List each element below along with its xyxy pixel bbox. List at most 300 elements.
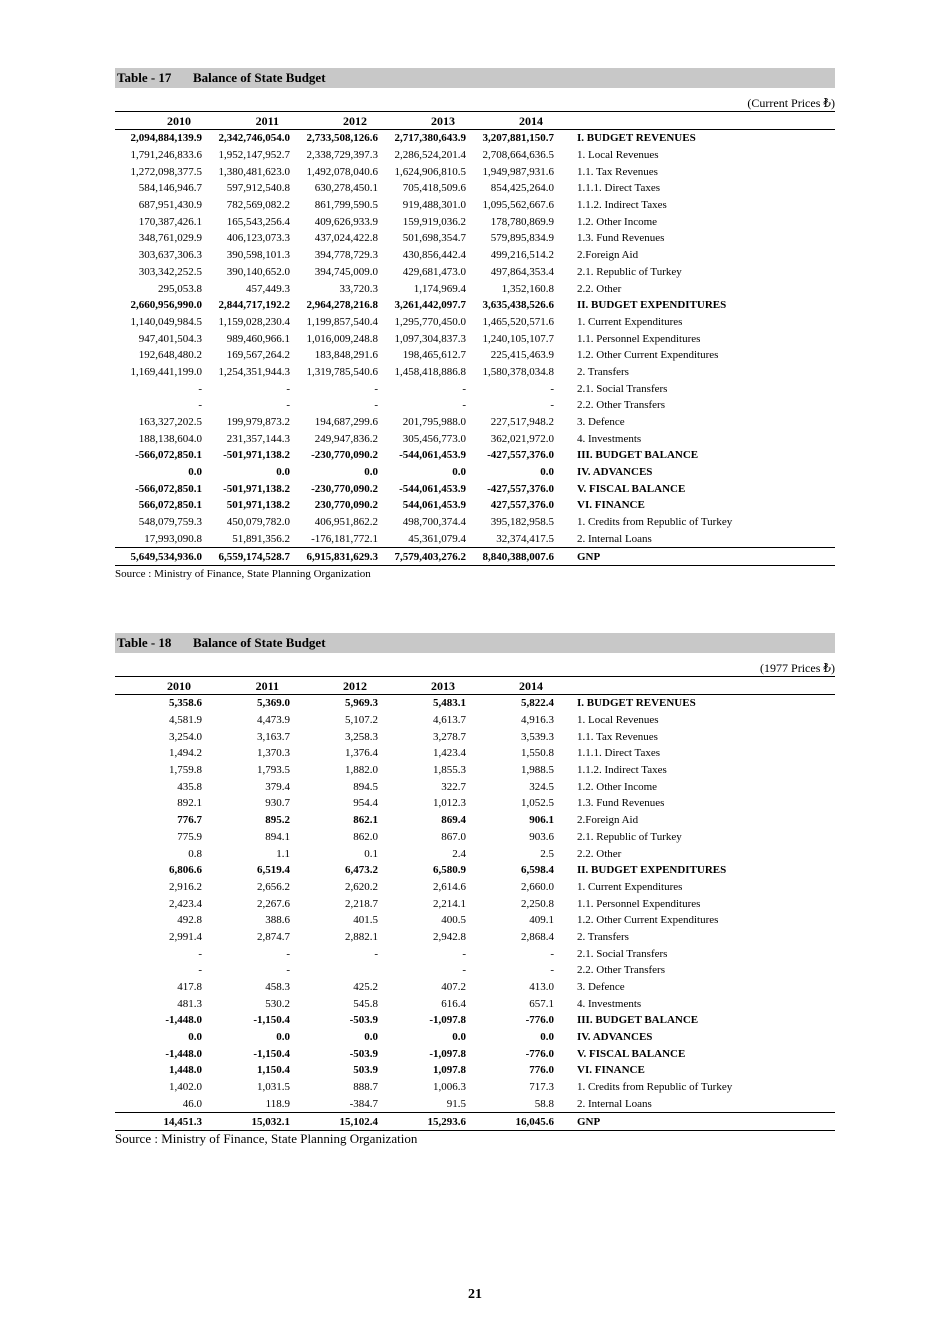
- cell-value: 3,261,442,097.7: [394, 299, 466, 312]
- cell-value: 1,169,441,199.0: [130, 365, 202, 378]
- cell-value: 2,733,508,126.6: [306, 132, 378, 145]
- cell-value: 497,864,353.4: [490, 265, 554, 278]
- cell-value: 1,295,770,450.0: [394, 315, 466, 328]
- row-label: 1. Credits from Republic of Turkey: [577, 1081, 733, 1094]
- cell-value: 303,637,306.3: [138, 249, 202, 262]
- table-row: [115, 280, 835, 297]
- cell-value: 1,492,078,040.6: [306, 165, 378, 178]
- cell-value: 1,791,246,833.6: [130, 149, 202, 162]
- cell-value: 435.8: [177, 780, 202, 793]
- cell-value: -544,061,453.9: [399, 449, 466, 462]
- cell-value: 1,448.0: [169, 1064, 202, 1077]
- table-18-section: [115, 633, 835, 1147]
- unit-label: (Current Prices ₺): [747, 96, 835, 110]
- source-note: Source : Ministry of Finance, State Planning Organization: [115, 1130, 418, 1146]
- cell-value: -1,150.4: [253, 1047, 290, 1060]
- table-17-section: [115, 68, 835, 580]
- cell-value: 0.0: [540, 466, 554, 479]
- cell-value: -: [462, 382, 466, 395]
- row-label: IV. ADVANCES: [577, 466, 653, 479]
- label-header: [555, 677, 835, 695]
- cell-value: 2,882.1: [345, 930, 378, 943]
- cell-value: [291, 962, 379, 979]
- table-row: [115, 795, 835, 812]
- row-label: 2.Foreign Aid: [577, 814, 639, 827]
- row-label: II. BUDGET EXPENDITURES: [577, 299, 727, 312]
- row-label: 2. Transfers: [577, 365, 629, 378]
- row-label: VI. FINANCE: [577, 1064, 645, 1077]
- table-row: [115, 829, 835, 846]
- row-label: 2. Internal Loans: [577, 532, 652, 545]
- page-number: 21: [468, 1287, 482, 1302]
- cell-value: 862.0: [353, 830, 378, 843]
- cell-value: 1,006.3: [433, 1081, 466, 1094]
- row-label: 3. Defence: [577, 416, 625, 429]
- cell-value: -176,181,772.1: [311, 532, 378, 545]
- cell-value: 45,361,079.4: [408, 532, 466, 545]
- table-18: [115, 676, 835, 1131]
- cell-value: 503.9: [353, 1064, 378, 1077]
- cell-value: 705,418,509.6: [402, 182, 466, 195]
- cell-value: 545.8: [353, 997, 378, 1010]
- table-row: [115, 1045, 835, 1062]
- cell-value: 498,700,374.4: [402, 516, 466, 529]
- table-title: Balance of State Budget: [193, 635, 326, 650]
- cell-value: 231,357,144.3: [226, 432, 290, 445]
- row-label: 2.1. Republic of Turkey: [577, 265, 682, 278]
- cell-value: 2,620.2: [345, 880, 378, 893]
- cell-value: 390,598,101.3: [226, 249, 290, 262]
- year-header: 2010: [115, 112, 203, 130]
- row-label: 2.1. Social Transfers: [577, 947, 668, 960]
- table-row: [115, 695, 835, 712]
- cell-value: 2,708,664,636.5: [482, 149, 554, 162]
- cell-value: 1,174,969.4: [413, 282, 466, 295]
- row-label: I. BUDGET REVENUES: [577, 132, 696, 145]
- cell-value: 430,856,442.4: [402, 249, 466, 262]
- table-row: [115, 1029, 835, 1046]
- cell-value: 295,053.8: [158, 282, 202, 295]
- table-17-title-bar: [115, 68, 835, 88]
- cell-value: 413.0: [529, 981, 554, 994]
- row-label: 4. Investments: [577, 997, 642, 1010]
- cell-value: 1,159,028,230.4: [218, 315, 290, 328]
- row-label: 1.1.1. Direct Taxes: [577, 747, 661, 760]
- row-label: 1.1. Tax Revenues: [577, 165, 658, 178]
- table-row: [115, 929, 835, 946]
- cell-value: 163,327,202.5: [138, 416, 202, 429]
- row-label: 1.1. Personnel Expenditures: [577, 332, 701, 345]
- table-row: [115, 945, 835, 962]
- cell-value: 0.0: [452, 466, 466, 479]
- table-row: [115, 464, 835, 481]
- year-header: 2013: [379, 112, 467, 130]
- cell-value: 1,352,160.8: [501, 282, 554, 295]
- cell-value: -: [374, 399, 378, 412]
- cell-value: 170,387,426.1: [138, 215, 202, 228]
- cell-value: 5,358.6: [169, 697, 202, 710]
- cell-value: 194,687,299.6: [314, 416, 378, 429]
- cell-value: 1,624,906,810.5: [394, 165, 466, 178]
- cell-value: 1,882.0: [345, 764, 378, 777]
- cell-value: 989,460,966.1: [226, 332, 290, 345]
- cell-value: 169,567,264.2: [226, 349, 290, 362]
- table-row: [115, 1079, 835, 1096]
- cell-value: 1,380,481,623.0: [218, 165, 290, 178]
- cell-value: 394,745,009.0: [314, 265, 378, 278]
- cell-value: 188,138,604.0: [138, 432, 202, 445]
- table-row: [115, 728, 835, 745]
- cell-value: -: [462, 964, 466, 977]
- row-label: 1. Local Revenues: [577, 714, 659, 727]
- cell-value: 201,795,988.0: [402, 416, 466, 429]
- cell-value: 0.0: [188, 466, 202, 479]
- table-17: [115, 111, 835, 566]
- cell-value: -230,770,090.2: [311, 482, 378, 495]
- cell-value: 159,919,036.2: [402, 215, 466, 228]
- cell-value: 6,806.6: [169, 864, 202, 877]
- row-label: III. BUDGET BALANCE: [577, 1014, 699, 1027]
- cell-value: 3,278.7: [433, 730, 466, 743]
- cell-value: 501,971,138.2: [226, 499, 290, 512]
- cell-value: 32,374,417.5: [496, 532, 554, 545]
- table-row: [115, 531, 835, 548]
- row-label: 1.2. Other Current Expenditures: [577, 349, 719, 362]
- cell-value: 3,163.7: [257, 730, 290, 743]
- cell-value: -: [286, 964, 290, 977]
- table-row: [115, 497, 835, 514]
- cell-value: 2,342,746,054.0: [218, 132, 290, 145]
- cell-value: 775.9: [177, 830, 202, 843]
- gnp-row: [115, 1113, 835, 1131]
- cell-value: 429,681,473.0: [402, 265, 466, 278]
- cell-value: 0.0: [540, 1031, 554, 1044]
- cell-value: 2.4: [452, 847, 466, 860]
- cell-value: 548,079,759.3: [138, 516, 202, 529]
- cell-value: -427,557,376.0: [487, 449, 554, 462]
- cell-value: 15,293.6: [379, 1113, 467, 1131]
- cell-value: 1,759.8: [169, 764, 202, 777]
- cell-value: 2,874.7: [257, 930, 290, 943]
- row-label: GNP: [555, 548, 835, 566]
- cell-value: 1,254,351,944.3: [218, 365, 290, 378]
- cell-value: 1,272,098,377.5: [130, 165, 202, 178]
- cell-value: 15,032.1: [203, 1113, 291, 1131]
- cell-value: 450,079,782.0: [226, 516, 290, 529]
- cell-value: 407.2: [441, 981, 466, 994]
- cell-value: 717.3: [529, 1081, 554, 1094]
- cell-value: 1,855.3: [433, 764, 466, 777]
- header-row: [115, 677, 835, 695]
- cell-value: 2,717,380,643.9: [394, 132, 466, 145]
- cell-value: 1,319,785,540.6: [306, 365, 378, 378]
- cell-value: -1,097.8: [429, 1047, 466, 1060]
- cell-value: 178,780,869.9: [490, 215, 554, 228]
- cell-value: 2,844,717,192.2: [218, 299, 290, 312]
- cell-value: 230,770,090.2: [314, 499, 378, 512]
- cell-value: 303,342,252.5: [138, 265, 202, 278]
- table-number: Table - 18: [117, 635, 172, 650]
- cell-value: 51,891,356.2: [232, 532, 290, 545]
- cell-value: 0.0: [364, 1031, 378, 1044]
- table-row: [115, 962, 835, 979]
- cell-value: 776.0: [529, 1064, 554, 1077]
- row-label: 1. Current Expenditures: [577, 880, 683, 893]
- cell-value: 2,218.7: [345, 897, 378, 910]
- cell-value: 4,613.7: [433, 714, 466, 727]
- cell-value: -: [462, 399, 466, 412]
- cell-value: 118.9: [265, 1097, 290, 1110]
- cell-value: 894.5: [353, 780, 378, 793]
- cell-value: 400.5: [441, 914, 466, 927]
- row-label: 1.1. Tax Revenues: [577, 730, 658, 743]
- row-label: 1.1.2. Indirect Taxes: [577, 764, 667, 777]
- table-row: [115, 1012, 835, 1029]
- cell-value: 2,338,729,397.3: [306, 149, 378, 162]
- cell-value: 1,095,562,667.6: [482, 199, 554, 212]
- table-row: [115, 762, 835, 779]
- cell-value: 1,465,520,571.6: [482, 315, 554, 328]
- table-row: [115, 845, 835, 862]
- label-header: [555, 112, 835, 130]
- cell-value: 2,991.4: [169, 930, 202, 943]
- cell-value: 1.1: [276, 847, 290, 860]
- cell-value: 5,969.3: [345, 697, 378, 710]
- cell-value: 894.1: [265, 830, 290, 843]
- year-header: 2013: [379, 677, 467, 695]
- cell-value: 6,519.4: [257, 864, 290, 877]
- row-label: 1. Local Revenues: [577, 149, 659, 162]
- cell-value: 930.7: [265, 797, 290, 810]
- cell-value: -1,097.8: [429, 1014, 466, 1027]
- table-row: [115, 397, 835, 414]
- cell-value: 3,539.3: [521, 730, 554, 743]
- row-label: III. BUDGET BALANCE: [577, 449, 699, 462]
- row-label: 2.2. Other: [577, 282, 622, 295]
- cell-value: 5,107.2: [345, 714, 378, 727]
- cell-value: 457,449.3: [246, 282, 290, 295]
- cell-value: 2,942.8: [433, 930, 466, 943]
- cell-value: 1,370.3: [257, 747, 290, 760]
- cell-value: -501,971,138.2: [223, 482, 290, 495]
- cell-value: 2,286,524,201.4: [394, 149, 466, 162]
- cell-value: 657.1: [529, 997, 554, 1010]
- cell-value: 322.7: [441, 780, 466, 793]
- cell-value: 192,648,480.2: [138, 349, 202, 362]
- table-row: [115, 414, 835, 431]
- table-row: [115, 514, 835, 531]
- cell-value: -544,061,453.9: [399, 482, 466, 495]
- cell-value: 1,376.4: [345, 747, 378, 760]
- cell-value: 1,052.5: [521, 797, 554, 810]
- cell-value: -1,448.0: [165, 1047, 202, 1060]
- cell-value: 14,451.3: [115, 1113, 203, 1131]
- cell-value: 954.4: [353, 797, 378, 810]
- table-row: [115, 330, 835, 347]
- year-header: 2014: [467, 677, 555, 695]
- cell-value: 2,656.2: [257, 880, 290, 893]
- row-label: 2. Transfers: [577, 930, 629, 943]
- cell-value: -566,072,850.1: [135, 482, 202, 495]
- year-header: 2014: [467, 112, 555, 130]
- cell-value: 390,140,652.0: [226, 265, 290, 278]
- cell-value: 2,267.6: [257, 897, 290, 910]
- cell-value: 6,598.4: [521, 864, 554, 877]
- cell-value: 15,102.4: [291, 1113, 379, 1131]
- table-title: Balance of State Budget: [193, 70, 326, 85]
- cell-value: 17,993,090.8: [144, 532, 202, 545]
- cell-value: -230,770,090.2: [311, 449, 378, 462]
- cell-value: 903.6: [529, 830, 554, 843]
- cell-value: -501,971,138.2: [223, 449, 290, 462]
- cell-value: 91.5: [446, 1097, 466, 1110]
- cell-value: 544,061,453.9: [402, 499, 466, 512]
- cell-value: -: [286, 947, 290, 960]
- cell-value: 394,778,729.3: [314, 249, 378, 262]
- cell-value: 5,649,534,936.0: [115, 548, 203, 566]
- row-label: GNP: [555, 1113, 835, 1131]
- cell-value: 406,951,862.2: [314, 516, 378, 529]
- cell-value: -: [198, 964, 202, 977]
- table-17-body: [115, 130, 835, 566]
- cell-value: 0.0: [188, 1031, 202, 1044]
- cell-value: 1,240,105,107.7: [482, 332, 554, 345]
- table-row: [115, 447, 835, 464]
- row-label: V. FISCAL BALANCE: [577, 482, 686, 495]
- cell-value: 1,550.8: [521, 747, 554, 760]
- cell-value: 1,458,418,886.8: [394, 365, 466, 378]
- table-row: [115, 314, 835, 331]
- row-label: I. BUDGET REVENUES: [577, 697, 696, 710]
- cell-value: 183,848,291.6: [314, 349, 378, 362]
- cell-value: 1,952,147,952.7: [218, 149, 290, 162]
- cell-value: 427,557,376.0: [490, 499, 554, 512]
- cell-value: -776.0: [525, 1047, 554, 1060]
- cell-value: -384.7: [349, 1097, 378, 1110]
- cell-value: 16,045.6: [467, 1113, 555, 1131]
- cell-value: 2,214.1: [433, 897, 466, 910]
- cell-value: -1,448.0: [165, 1014, 202, 1027]
- cell-value: 409.1: [529, 914, 554, 927]
- row-label: 1.2. Other Income: [577, 215, 658, 228]
- cell-value: 867.0: [441, 830, 466, 843]
- cell-value: 2,964,278,216.8: [306, 299, 378, 312]
- source-note: Source : Ministry of Finance, State Planning Organization: [115, 567, 371, 580]
- cell-value: -1,150.4: [253, 1014, 290, 1027]
- row-label: 1.1. Personnel Expenditures: [577, 897, 701, 910]
- cell-value: 249,947,836.2: [314, 432, 378, 445]
- table-row: [115, 163, 835, 180]
- cell-value: -: [550, 947, 554, 960]
- row-label: 1.1.2. Indirect Taxes: [577, 199, 667, 212]
- cell-value: 782,569,082.2: [226, 199, 290, 212]
- cell-value: 2,094,884,139.9: [130, 132, 202, 145]
- row-label: 2.1. Republic of Turkey: [577, 830, 682, 843]
- year-header: 2012: [291, 112, 379, 130]
- cell-value: 947,401,504.3: [138, 332, 202, 345]
- cell-value: 6,559,174,528.7: [203, 548, 291, 566]
- cell-value: 324.5: [529, 780, 554, 793]
- table-row: [115, 197, 835, 214]
- cell-value: 458.3: [265, 981, 290, 994]
- row-label: 4. Investments: [577, 432, 642, 445]
- cell-value: 5,483.1: [433, 697, 466, 710]
- cell-value: 2,916.2: [169, 880, 202, 893]
- cell-value: 566,072,850.1: [138, 499, 202, 512]
- cell-value: 2,250.8: [521, 897, 554, 910]
- cell-value: 3,635,438,526.6: [482, 299, 554, 312]
- year-header: 2012: [291, 677, 379, 695]
- cell-value: 198,465,612.7: [402, 349, 466, 362]
- cell-value: 165,543,256.4: [226, 215, 290, 228]
- cell-value: 1,988.5: [521, 764, 554, 777]
- cell-value: 2,868.4: [521, 930, 554, 943]
- cell-value: -: [550, 382, 554, 395]
- row-label: V. FISCAL BALANCE: [577, 1047, 686, 1060]
- cell-value: -: [198, 399, 202, 412]
- cell-value: 579,895,834.9: [490, 232, 554, 245]
- cell-value: 888.7: [353, 1081, 378, 1094]
- cell-value: 0.0: [276, 1031, 290, 1044]
- table-row: [115, 745, 835, 762]
- cell-value: 417.8: [177, 981, 202, 994]
- cell-value: -: [550, 399, 554, 412]
- table-number: Table - 17: [117, 70, 172, 85]
- row-label: 2.2. Other: [577, 847, 622, 860]
- table-row: [115, 1062, 835, 1079]
- table-row: [115, 213, 835, 230]
- cell-value: 5,822.4: [521, 697, 554, 710]
- cell-value: 1,580,378,034.8: [482, 365, 554, 378]
- cell-value: 530.2: [265, 997, 290, 1010]
- cell-value: 906.1: [529, 814, 554, 827]
- row-label: 1. Credits from Republic of Turkey: [577, 516, 733, 529]
- row-label: 1.1.1. Direct Taxes: [577, 182, 661, 195]
- header-row: [115, 112, 835, 130]
- cell-value: 597,912,540.8: [226, 182, 290, 195]
- table-row: [115, 130, 835, 147]
- row-label: 2. Internal Loans: [577, 1097, 652, 1110]
- cell-value: 1,016,009,248.8: [306, 332, 378, 345]
- row-label: 2.Foreign Aid: [577, 249, 639, 262]
- table-row: [115, 364, 835, 381]
- row-label: 1. Current Expenditures: [577, 315, 683, 328]
- table-row: [115, 912, 835, 929]
- cell-value: 2,660.0: [521, 880, 554, 893]
- cell-value: 2,423.4: [169, 897, 202, 910]
- cell-value: -776.0: [525, 1014, 554, 1027]
- cell-value: -566,072,850.1: [135, 449, 202, 462]
- cell-value: -: [286, 399, 290, 412]
- cell-value: 46.0: [182, 1097, 202, 1110]
- cell-value: 862.1: [353, 814, 378, 827]
- table-row: [115, 347, 835, 364]
- table-row: [115, 297, 835, 314]
- cell-value: -503.9: [349, 1014, 378, 1027]
- cell-value: 861,799,590.5: [314, 199, 378, 212]
- table-row: [115, 995, 835, 1012]
- cell-value: 401.5: [353, 914, 378, 927]
- cell-value: -: [462, 947, 466, 960]
- table-18-title-bar: [115, 633, 835, 653]
- cell-value: 616.4: [441, 997, 466, 1010]
- row-label: 1.2. Other Current Expenditures: [577, 914, 719, 927]
- cell-value: 199,979,873.2: [226, 416, 290, 429]
- cell-value: 584,146,946.7: [138, 182, 202, 195]
- cell-value: 4,581.9: [169, 714, 202, 727]
- cell-value: 1,494.2: [169, 747, 202, 760]
- cell-value: -427,557,376.0: [487, 482, 554, 495]
